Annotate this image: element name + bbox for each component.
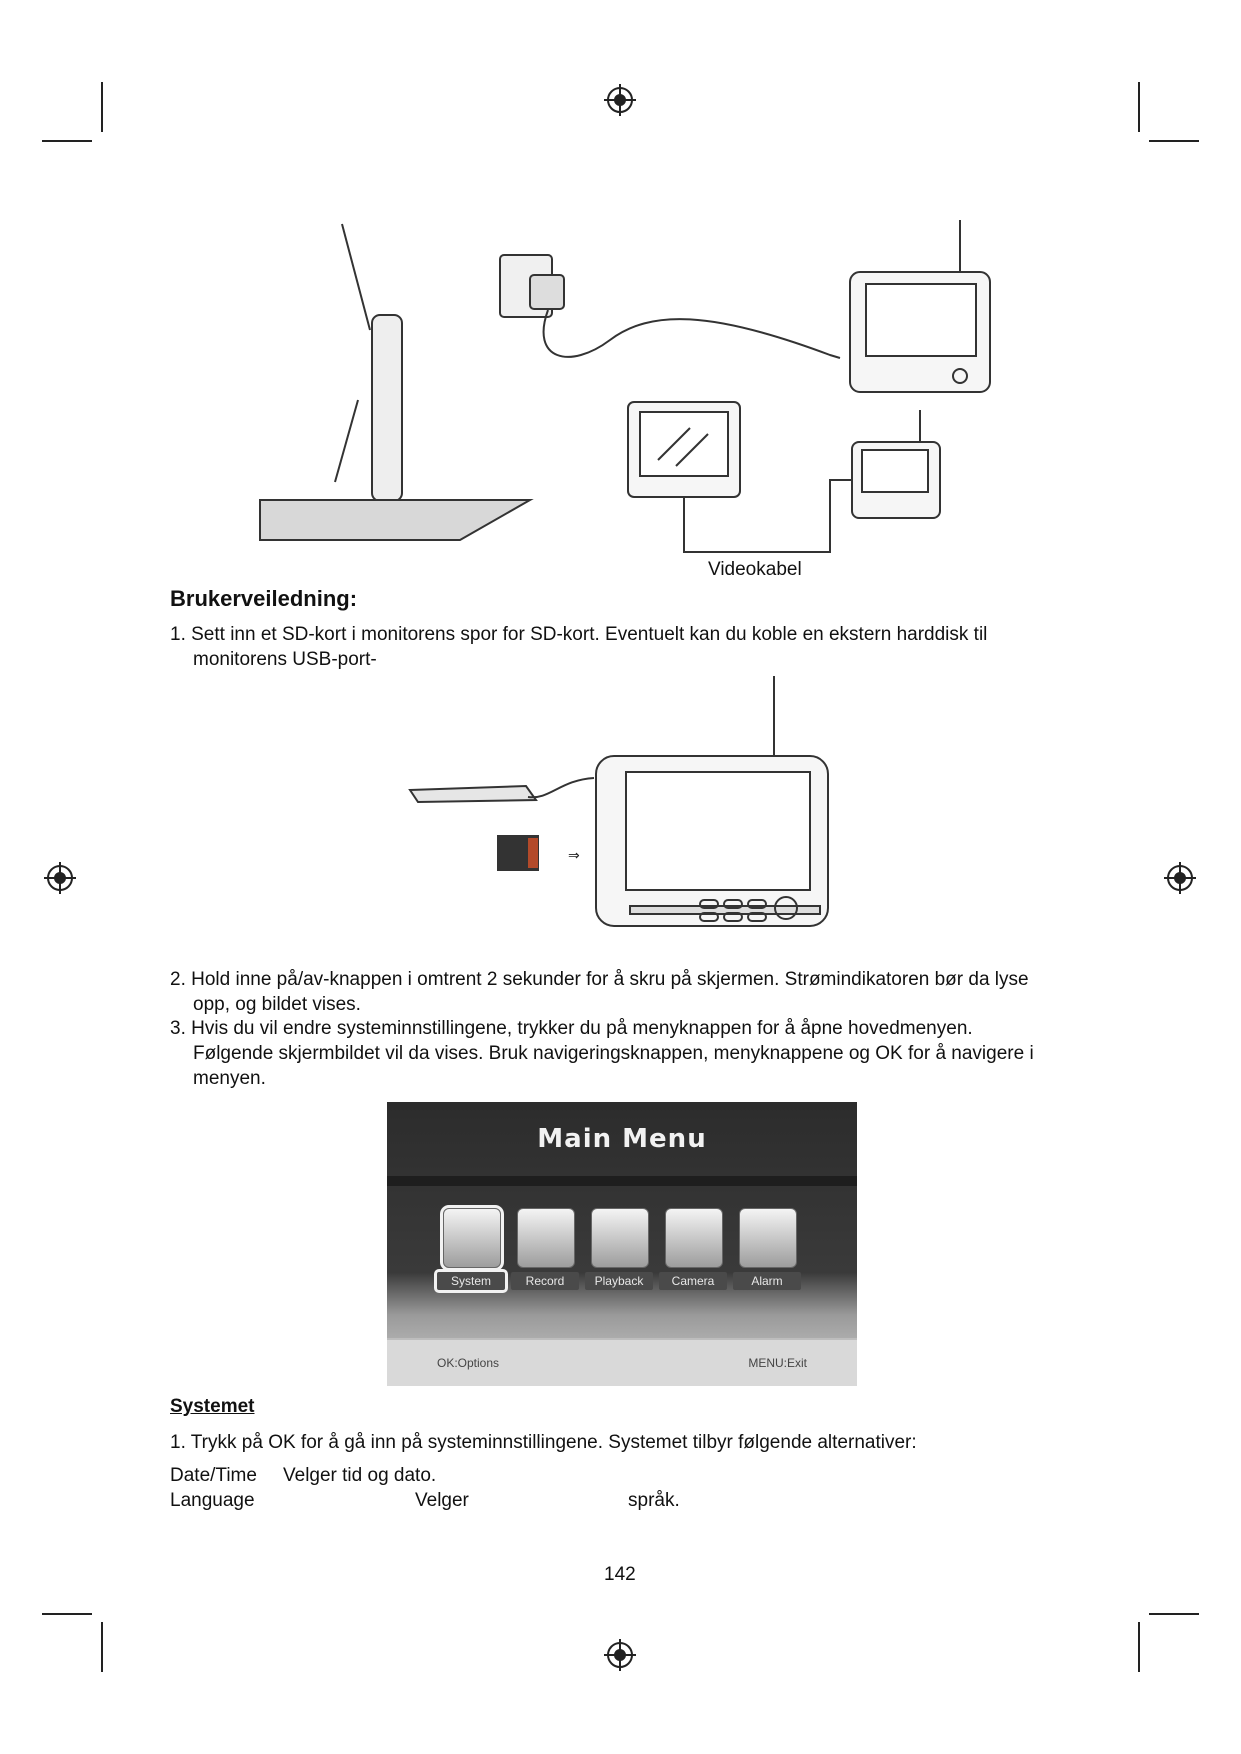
usb-cable	[528, 778, 594, 797]
main-menu-title: Main Menu	[537, 1124, 707, 1154]
menu-item-camera: Camera	[665, 1208, 721, 1296]
menu-item-playback: Playback	[591, 1208, 647, 1296]
page-number: 142	[604, 1564, 636, 1585]
systemet-step1: 1. Trykk på OK for å gå inn på systeminnstillingene. Systemet tilbyr følgende alternativer:	[170, 1432, 917, 1453]
power-adapter	[530, 275, 564, 309]
hint-menu: MENU:Exit	[748, 1356, 807, 1370]
step3-line3: menyen.	[193, 1068, 266, 1089]
menu-item-alarm: Alarm	[739, 1208, 795, 1296]
step1-line2: monitorens USB-port-	[193, 649, 377, 670]
svg-text:⇒: ⇒	[568, 847, 580, 863]
alarm-bell-icon	[739, 1208, 797, 1268]
power-cable	[544, 310, 840, 358]
base-plate	[260, 500, 530, 540]
step3-line1: 3. Hvis du vil endre systeminnstillingene, trykker du på menyknappen for å åpne hovedmenyen.	[170, 1018, 973, 1039]
option-desc-language-b: språk.	[628, 1490, 680, 1511]
menu-item-system: System	[443, 1208, 499, 1296]
hard-disk	[410, 786, 536, 802]
monitor-side	[372, 315, 402, 501]
step1-line1: 1. Sett inn et SD-kort i monitorens spor for SD-kort. Eventuelt kan du koble en ekstern harddisk til	[170, 624, 988, 645]
option-desc-language-a: Velger	[415, 1490, 469, 1511]
option-term-language: Language	[170, 1490, 255, 1511]
camera-lens-icon	[665, 1208, 723, 1268]
step2-line1: 2. Hold inne på/av-knappen i omtrent 2 sekunder for å skru på skjermen. Strømindikatoren bør da lyse	[170, 969, 1029, 990]
sd-card-diagram	[400, 660, 850, 940]
systemet-heading: Systemet	[170, 1396, 255, 1417]
play-icon	[591, 1208, 649, 1268]
gear-icon	[443, 1208, 501, 1268]
guide-heading: Brukerveiledning:	[170, 586, 358, 611]
option-desc-date-time: Velger tid og dato.	[283, 1465, 437, 1486]
main-menu-hint-bar	[387, 1338, 857, 1386]
option-term-date-time: Date/Time	[170, 1465, 257, 1486]
hint-ok: OK:Options	[437, 1356, 500, 1370]
main-menu-screenshot	[387, 1102, 857, 1386]
antenna	[342, 224, 370, 330]
menu-item-record: Record	[517, 1208, 573, 1296]
camcorder-icon	[517, 1208, 575, 1268]
step2-line2: opp, og bildet vises.	[193, 994, 361, 1015]
setup-diagram	[230, 210, 950, 570]
figure-caption: Videokabel	[708, 559, 802, 580]
step3-line2: Følgende skjermbildet vil da vises. Bruk navigeringsknappen, menyknappene og OK for å navigere i	[193, 1043, 1034, 1064]
